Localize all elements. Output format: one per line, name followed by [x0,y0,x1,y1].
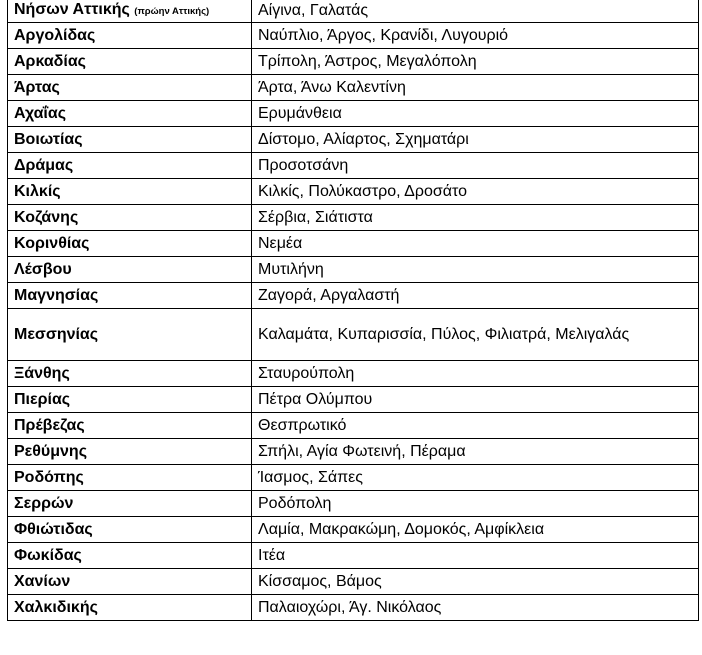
region-cell: Σερρών [8,491,252,517]
towns-cell: Ερυμάνθεια [252,101,699,127]
region-cell: Μεσσηνίας [8,309,252,361]
towns-cell: Ναύπλιο, Άργος, Κρανίδι, Λυγουριό [252,23,699,49]
towns-cell: Ροδόπολη [252,491,699,517]
table-row [8,153,699,179]
table-row [8,23,699,49]
region-cell: Άρτας [8,75,252,101]
table-row [8,127,699,153]
towns-cell: Άρτα, Άνω Καλεντίνη [252,75,699,101]
region-cell: Φωκίδας [8,543,252,569]
towns-cell: Πέτρα Ολύμπου [252,387,699,413]
table-row [8,205,699,231]
table-row [8,101,699,127]
region-cell: Δράμας [8,153,252,179]
towns-cell: Παλαιοχώρι, Άγ. Νικόλαος [252,595,699,621]
table-row [8,283,699,309]
towns-cell: Κιλκίς, Πολύκαστρο, Δροσάτο [252,179,699,205]
towns-cell: Δίστομο, Αλίαρτος, Σχηματάρι [252,127,699,153]
region-name: Νήσων Αττικής [14,1,130,18]
table-row [8,309,699,361]
table-row [8,517,699,543]
towns-cell: Αίγινα, Γαλατάς [252,0,699,23]
table-row [8,465,699,491]
regions-table [7,0,699,621]
table-row [8,0,699,23]
region-cell: Βοιωτίας [8,127,252,153]
table-row [8,75,699,101]
region-cell: Ροδόπης [8,465,252,491]
table-row [8,361,699,387]
towns-cell: Σπήλι, Αγία Φωτεινή, Πέραμα [252,439,699,465]
table-row [8,49,699,75]
region-cell: Αρκαδίας [8,49,252,75]
region-cell: Λέσβου [8,257,252,283]
towns-cell: Ιτέα [252,543,699,569]
regions-table-container [7,0,698,621]
region-cell: Αχαΐας [8,101,252,127]
towns-cell: Ζαγορά, Αργαλαστή [252,283,699,309]
table-row [8,179,699,205]
towns-cell: Θεσπρωτικό [252,413,699,439]
towns-cell: Λαμία, Μακρακώμη, Δομοκός, Αμφίκλεια [252,517,699,543]
region-cell [8,0,252,23]
region-cell: Χανίων [8,569,252,595]
table-row [8,439,699,465]
table-row [8,387,699,413]
towns-cell: Καλαμάτα, Κυπαρισσία, Πύλος, Φιλιατρά, Μελιγαλάς [252,309,699,361]
table-row [8,257,699,283]
table-row [8,231,699,257]
region-cell: Μαγνησίας [8,283,252,309]
towns-cell: Κίσσαμος, Βάμος [252,569,699,595]
towns-cell: Νεμέα [252,231,699,257]
region-cell: Φθιώτιδας [8,517,252,543]
table-row [8,569,699,595]
region-cell: Αργολίδας [8,23,252,49]
region-cell: Πρέβεζας [8,413,252,439]
region-cell: Κορινθίας [8,231,252,257]
region-cell: Κιλκίς [8,179,252,205]
towns-cell: Τρίπολη, Άστρος, Μεγαλόπολη [252,49,699,75]
table-row [8,491,699,517]
region-cell: Ρεθύμνης [8,439,252,465]
towns-cell: Σταυρούπολη [252,361,699,387]
towns-cell: Μυτιλήνη [252,257,699,283]
region-cell: Ξάνθης [8,361,252,387]
table-row [8,543,699,569]
region-cell: Κοζάνης [8,205,252,231]
region-cell: Πιερίας [8,387,252,413]
towns-cell: Σέρβια, Σιάτιστα [252,205,699,231]
towns-cell: Προσοτσάνη [252,153,699,179]
regions-table-body [8,0,699,621]
table-row [8,413,699,439]
region-cell: Χαλκιδικής [8,595,252,621]
towns-cell: Ίασμος, Σάπες [252,465,699,491]
region-note: (πρώην Αττικής) [134,6,210,17]
table-row [8,595,699,621]
